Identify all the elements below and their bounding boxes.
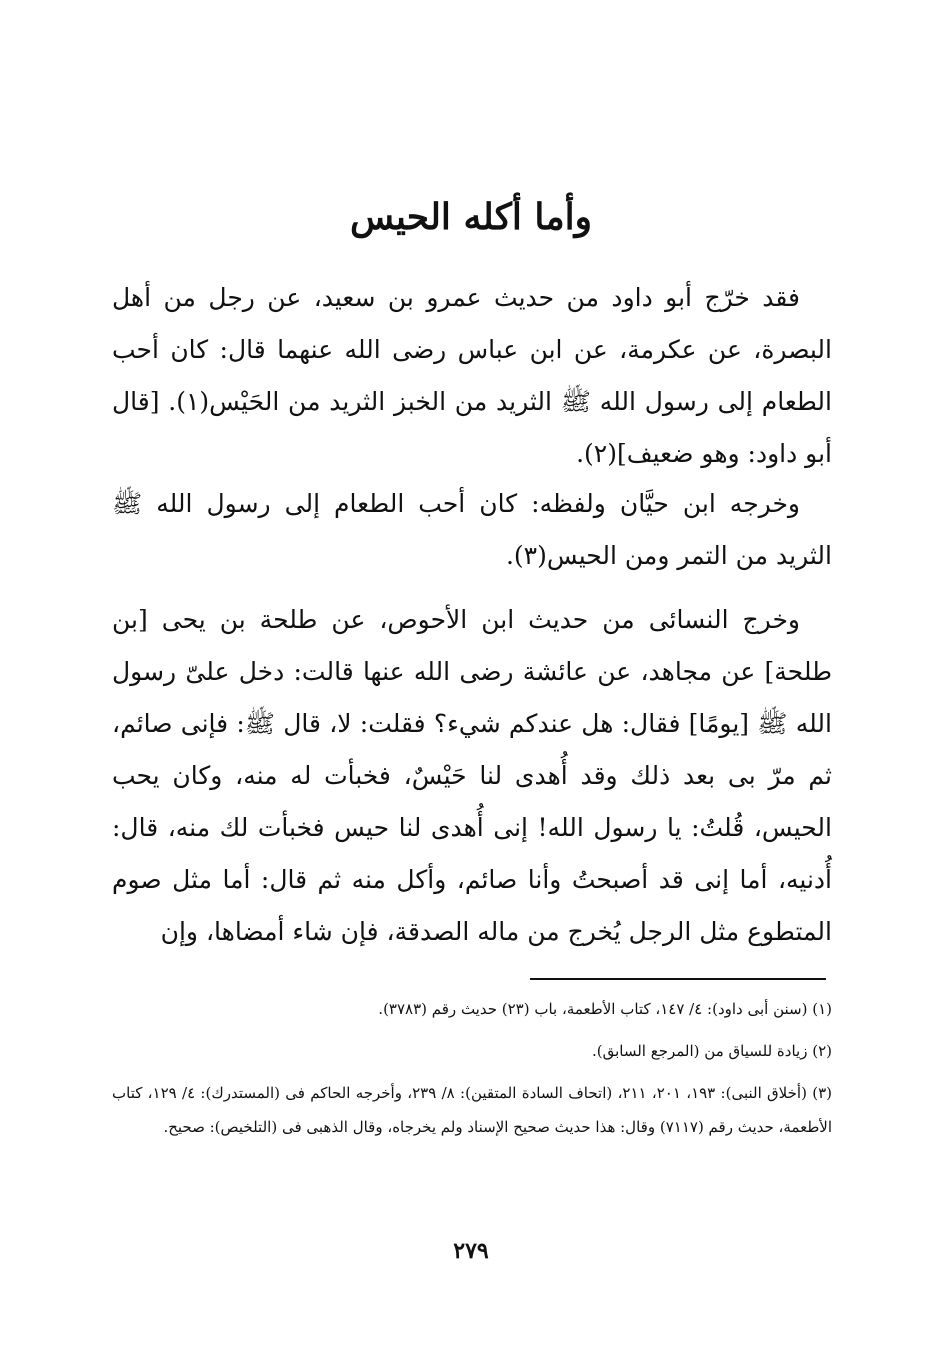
page-number: ٢٧٩: [453, 1238, 489, 1264]
footnotes: [112, 992, 832, 1152]
paragraph-1: [112, 272, 832, 480]
paragraph-text: وخرج النسائى من حديث ابن الأحوص، عن طلحة بن يحى [بن طلحة] عن مجاهد، عن عائشة رضى الله عنها قالت: دخل علىّ رسول الله ﷺ [يومًا] فقال: هل عندكم شيء؟ فقلت: لا، قال ﷺ: فإنى صائم، ثم مرّ بى بعد ذلك وقد أُهدى لنا حَيْسٌ، فخبأت له منه، وكان يحب الحيس، قُلتُ: يا رسول الله! إنى أُهدى لنا حيس فخبأت لك منه، قال: أُدنيه، أما إنى قد أصبحتُ وأنا صائم، وأكل منه ثم قال: أما مثل صوم المتطوع مثل الرجل يُخرج من ماله الصدقة، فإن شاء أمضاها، وإن: [112, 605, 832, 946]
paragraph-text: وخرجه ابن حيَّان ولفظه: كان أحب الطعام إلى رسول الله ﷺ الثريد من التمر ومن الحيس(٣).: [112, 489, 832, 570]
footnote-1: (١) (سنن أبى داود): ٤/ ١٤٧، كتاب الأطعمة، باب (٢٣) حديث رقم (٣٧٨٣).: [378, 1000, 832, 1018]
footnote-separator: [530, 978, 826, 980]
paragraph-3: [112, 594, 832, 958]
paragraph-2: [112, 478, 832, 582]
paragraph-text: فقد خرّج أبو داود من حديث عمرو بن سعيد، عن رجل من أهل البصرة، عن عكرمة، عن ابن عباس رضى الله عنهما قال: كان أحب الطعام إلى رسول الله ﷺ الثريد من الخبز الثريد من الحَيْس(١). [قال أبو داود: وهو ضعيف](٢).: [112, 283, 832, 468]
footnote-3: (٣) (أخلاق النبى): ١٩٣، ٢٠١، ٢١١، (اتحاف السادة المتقين): ٨/ ٢٣٩، وأخرجه الحاكم فى (المستدرك): ٤/ ١٢٩، كتاب الأطعمة، حديث رقم (٧١١٧) وقال: هذا حديث صحيح الإسناد ولم يخرجاه، وقال الذهبى فى (التلخيص): صحيح.: [112, 1084, 833, 1136]
section-heading: وأما أكله الحيس: [349, 196, 593, 238]
footnote-2: (٢) زيادة للسياق من (المرجع السابق).: [591, 1042, 832, 1060]
